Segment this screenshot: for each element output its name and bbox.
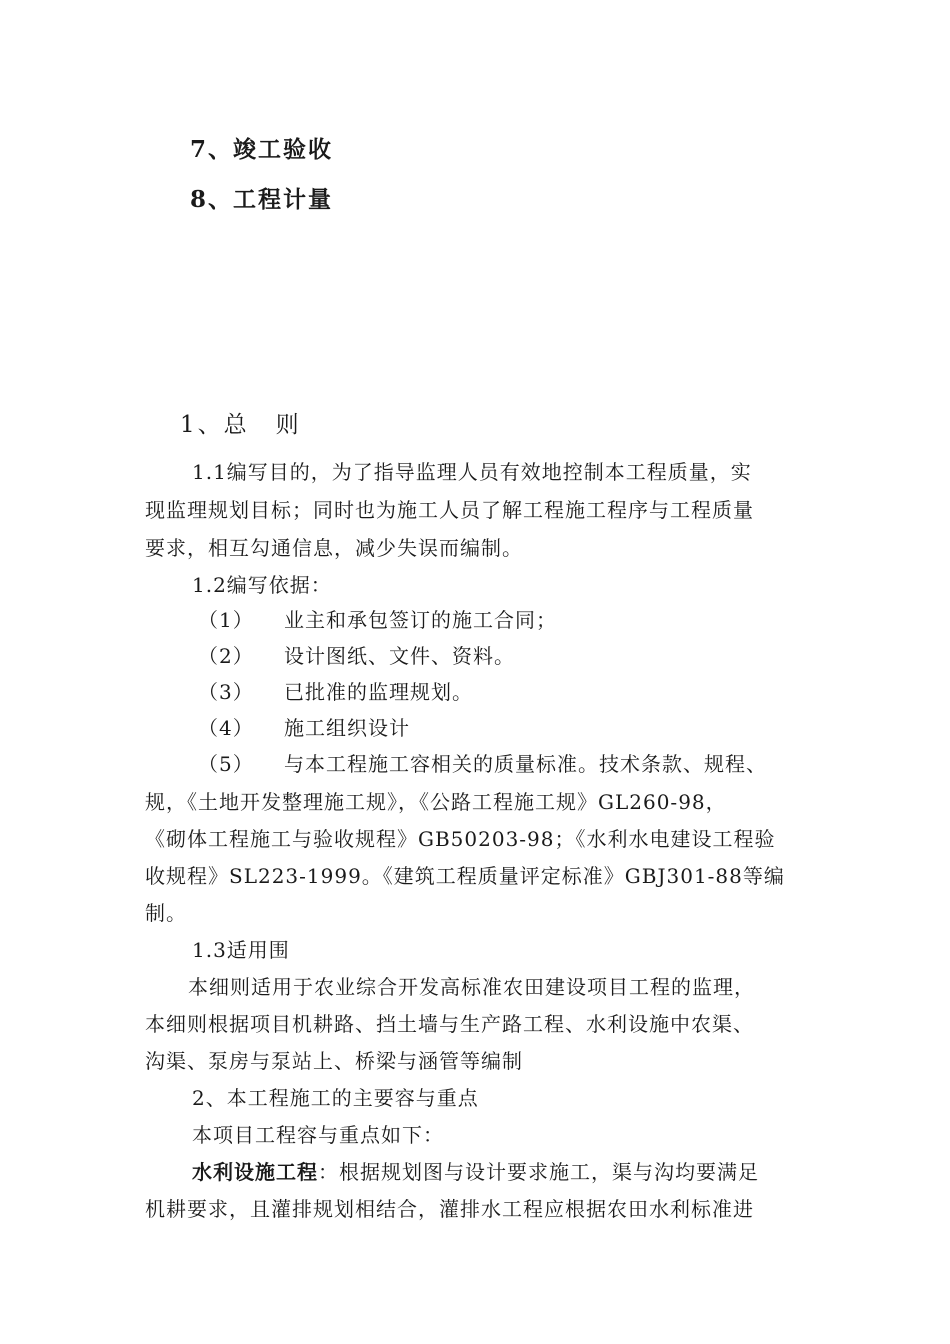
water-facility-label: 水利设施工程 (192, 1160, 318, 1184)
paragraph-1-3-line-1: 本细则适用于农业综合开发高标准农田建设项目工程的监理， (188, 975, 755, 999)
basis-item-3 (198, 679, 473, 705)
basis-cont-line-3: 收规程》SL223-1999。《建筑工程质量评定标准》GBJ301-88等编 (145, 864, 785, 888)
paragraph-1-3-line-2: 本细则根据项目机耕路、挡土墙与生产路工程、水利设施中农渠、 (145, 1012, 754, 1036)
basis-cont-line-2: 《砌体工程施工与验收规程》GB50203-98；《水利水电建设工程验 (145, 827, 776, 851)
basis-cont-line-1: 规，《土地开发整理施工规》，《公路工程施工规》GL260-98， (145, 790, 727, 814)
paragraph-1-1-line-2: 现监理规划目标；同时也为施工人员了解工程施工程序与工程质量 (145, 498, 754, 522)
water-facility-paragraph-line-2: 机耕要求，且灌排规划相结合，灌排水工程应根据农田水利标准进 (145, 1197, 754, 1221)
toc-item-8: 8、工程计量 (190, 186, 334, 213)
basis-item-4 (198, 715, 410, 741)
basis-item-5 (198, 751, 767, 777)
basis-item-text: 已批准的监理规划。 (284, 680, 473, 704)
toc-item-7: 7、竣工验收 (190, 136, 334, 163)
section-2-heading: 2、本工程施工的主要容与重点 (192, 1086, 479, 1110)
paragraph-1-3-line-3: 沟渠、泵房与泵站上、桥梁与涵管等编制 (145, 1049, 523, 1073)
basis-item-1 (198, 607, 557, 633)
basis-item-number: （4） (198, 716, 254, 740)
basis-item-number: （3） (198, 680, 254, 704)
section-2-intro: 本项目工程容与重点如下： (192, 1123, 444, 1147)
basis-item-text: 设计图纸、文件、资料。 (284, 644, 515, 668)
basis-item-number: （1） (198, 608, 254, 632)
water-facility-text: ：根据规划图与设计要求施工，渠与沟均要满足 (318, 1160, 759, 1184)
basis-item-number: （5） (198, 752, 254, 776)
paragraph-1-1-line-1: 1.1编写目的，为了指导监理人员有效地控制本工程质量，实 (192, 460, 752, 484)
paragraph-1-2-title: 1.2编写依据： (192, 573, 332, 597)
basis-item-2 (198, 643, 515, 669)
paragraph-1-1-line-3: 要求，相互勾通信息，减少失误而编制。 (145, 536, 523, 560)
basis-item-text: 施工组织设计 (284, 716, 410, 740)
basis-item-text: 与本工程施工容相关的质量标准。技术条款、规程、 (284, 752, 767, 776)
water-facility-paragraph-line-1 (192, 1159, 759, 1185)
basis-item-text: 业主和承包签订的施工合同； (284, 608, 557, 632)
basis-cont-line-4: 制。 (145, 901, 187, 925)
basis-item-number: （2） (198, 644, 254, 668)
paragraph-1-3-title: 1.3适用围 (192, 938, 290, 962)
section-1-heading: 1、总 则 (180, 412, 302, 438)
